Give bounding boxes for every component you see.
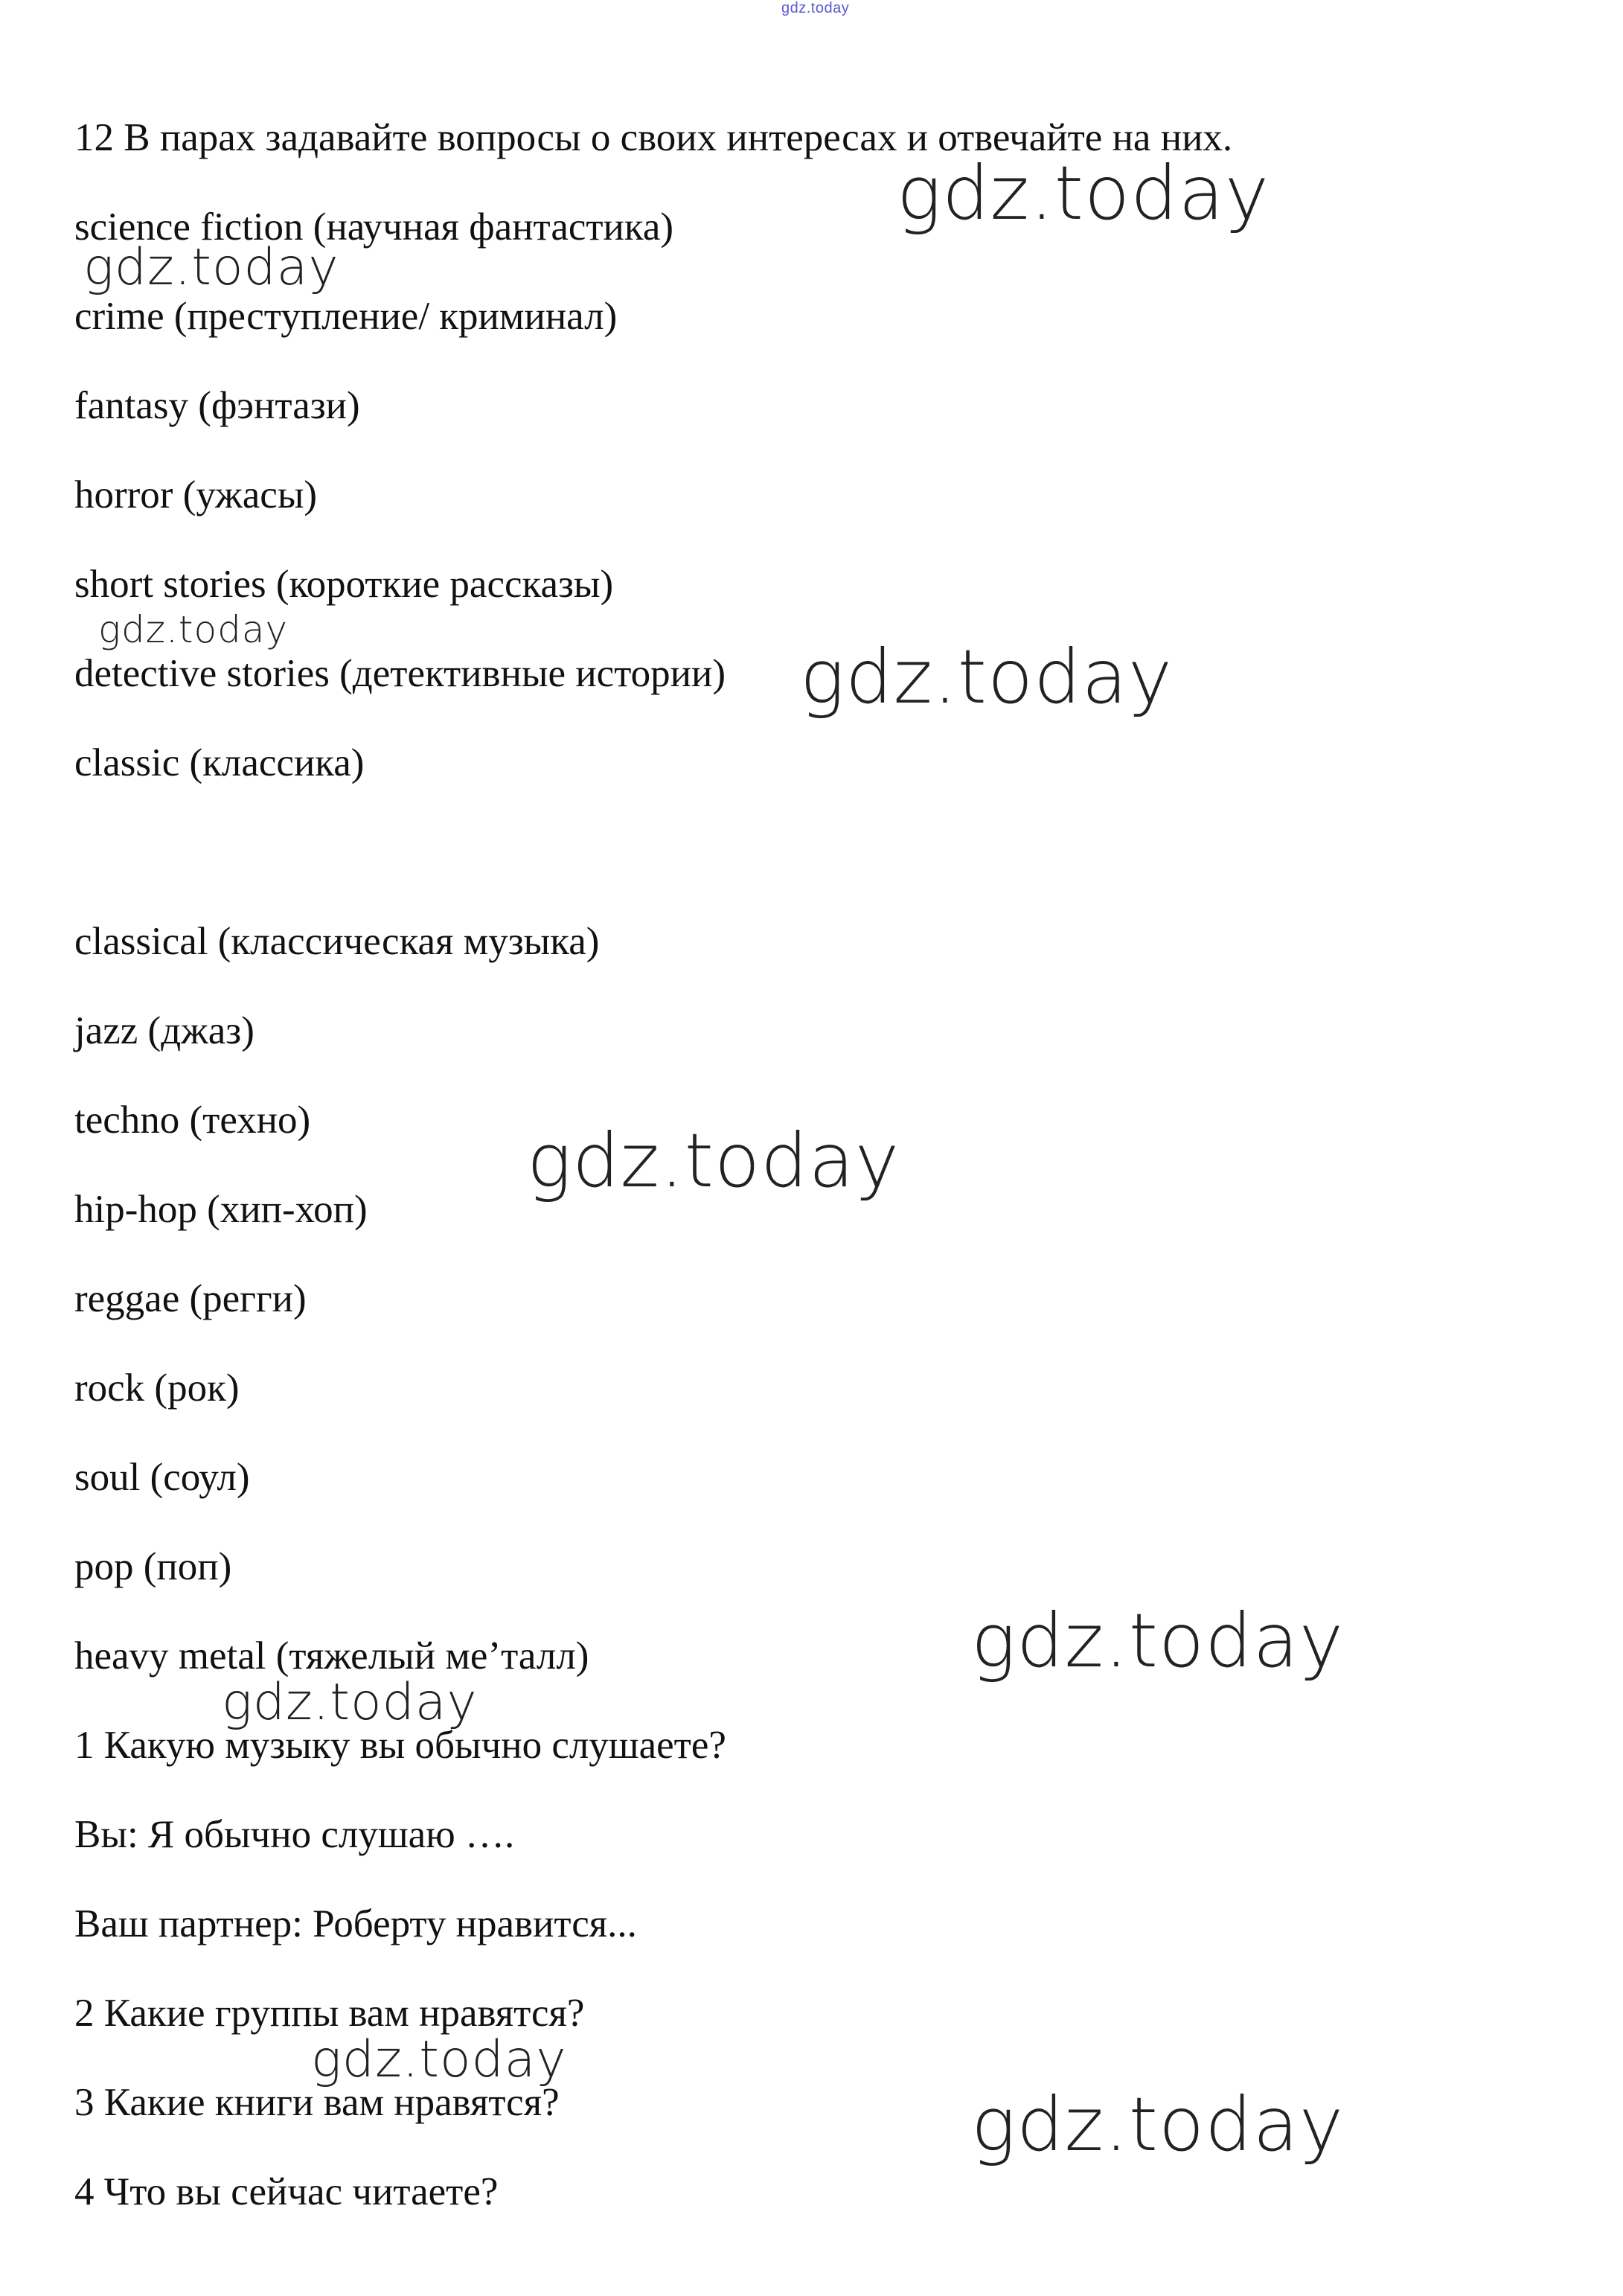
music-genre-item: hip-hop (хип-хоп) xyxy=(74,1188,368,1231)
music-genre-item: rock (рок) xyxy=(74,1366,240,1410)
watermark: gdz.today xyxy=(311,2030,567,2089)
book-genre-item: short stories (короткие рассказы) xyxy=(74,563,614,606)
watermark: gdz.today xyxy=(800,633,1174,720)
question-line: Вы: Я обычно слушаю …. xyxy=(74,1813,515,1856)
question-line: 4 Что вы сейчас читаете? xyxy=(74,2170,499,2213)
header-site-mark: gdz.today xyxy=(781,0,850,16)
watermark: gdz.today xyxy=(897,150,1270,237)
task-title: 12 В парах задавайте вопросы о своих интересах и отвечайте на них. xyxy=(74,116,1233,159)
watermark: gdz.today xyxy=(971,2081,1345,2168)
watermark: gdz.today xyxy=(971,1597,1345,1684)
music-genre-item: jazz (джаз) xyxy=(74,1009,255,1052)
book-genre-item: horror (ужасы) xyxy=(74,473,318,517)
book-genre-item: classic (классика) xyxy=(74,741,365,784)
question-line: Ваш партнер: Роберту нравится... xyxy=(74,1902,637,1945)
watermark: gdz.today xyxy=(527,1117,900,1204)
watermark: gdz.today xyxy=(98,608,289,651)
question-line: 1 Какую музыку вы обычно слушаете? xyxy=(74,1724,726,1767)
music-genre-item: classical (классическая музыка) xyxy=(74,920,600,963)
question-line: 3 Какие книги вам нравятся? xyxy=(74,2081,560,2124)
music-genre-item: heavy metal (тяжелый ме’талл) xyxy=(74,1634,589,1678)
music-genre-item: soul (соул) xyxy=(74,1456,250,1499)
music-genre-item: reggae (регги) xyxy=(74,1277,307,1320)
question-line: 2 Какие группы вам нравятся? xyxy=(74,1992,585,2035)
watermark: gdz.today xyxy=(83,238,339,297)
music-genre-item: pop (поп) xyxy=(74,1545,232,1588)
watermark: gdz.today xyxy=(222,1673,478,1732)
music-genre-item: techno (техно) xyxy=(74,1099,311,1142)
book-genre-item: fantasy (фэнтази) xyxy=(74,384,360,427)
book-genre-item: detective stories (детективные истории) xyxy=(74,652,726,695)
book-genre-item: science fiction (научная фантастика) xyxy=(74,205,674,249)
book-genre-item: crime (преступление/ криминал) xyxy=(74,295,618,338)
